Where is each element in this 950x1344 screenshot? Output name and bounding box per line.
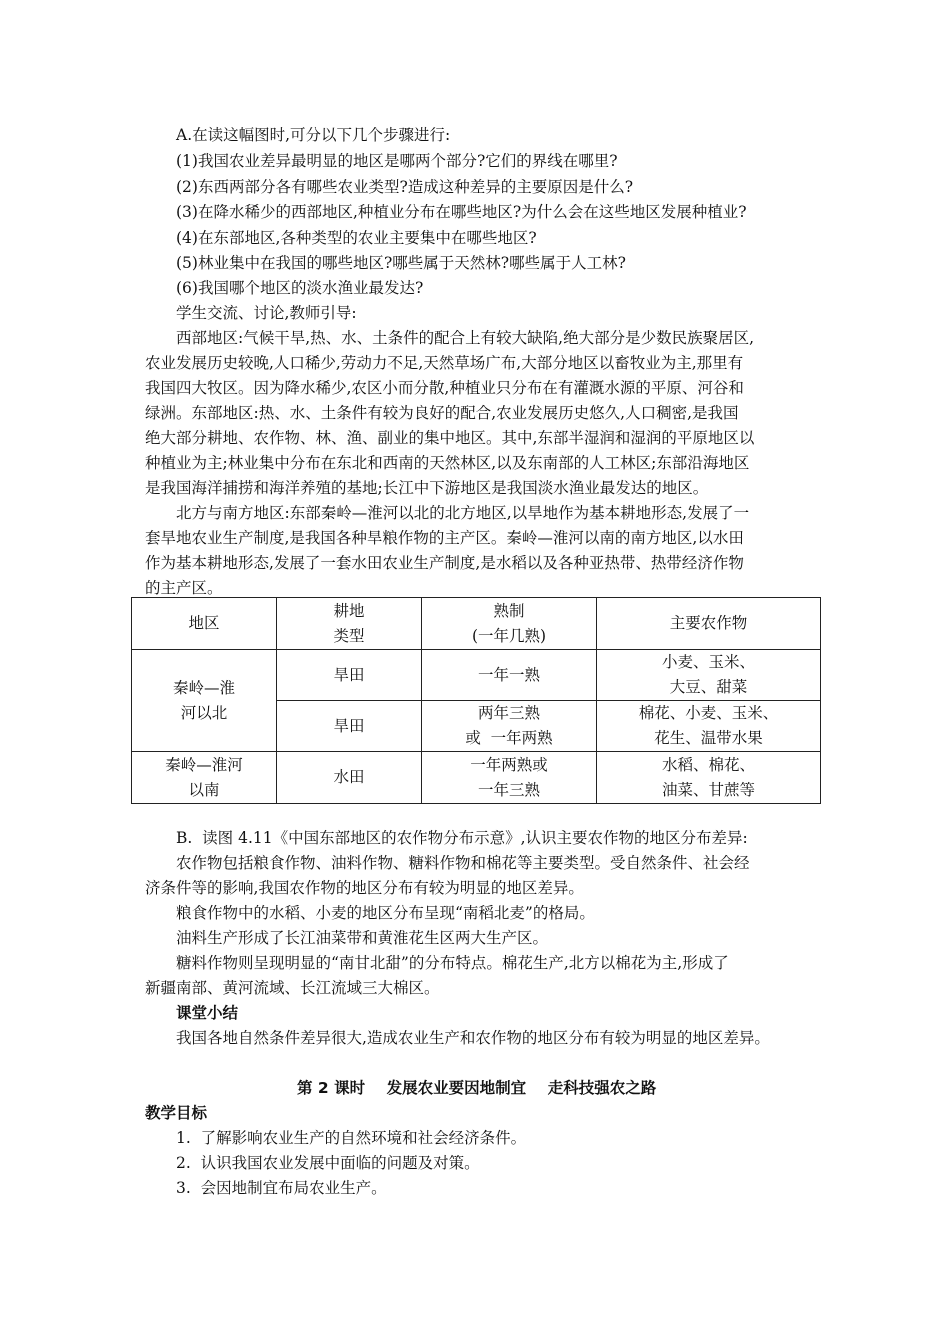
crop-system-cell: 一年一熟 [422,650,597,701]
west-east-paragraph-line: 种植业为主;林业集中分布在东北和西南的天然林区,以及东南部的人工林区;东部沿海地区 [145,454,750,472]
table-row [132,752,821,804]
north-south-paragraph-line: 的主产区。 [145,579,223,597]
crop-system-cell: 一年两熟或 一年三熟 [422,752,597,804]
table-header-row [132,598,821,650]
header-cell-region: 地区 [132,598,277,650]
region-cell-north: 秦岭—淮 河以北 [132,650,277,752]
north-south-paragraph-line: 套旱地农业生产制度,是我国各种旱粮作物的主产区。秦岭—淮河以南的南方地区,以水田 [145,529,744,547]
question-5: (5)林业集中在我国的哪些地区?哪些属于天然林?哪些属于人工林? [176,254,626,272]
question-2: (2)东西两部分各有哪些农业类型?造成这种差异的主要原因是什么? [176,178,634,196]
summary-text: 我国各地自然条件差异很大,造成农业生产和农作物的地区分布有较为明显的地区差异。 [176,1029,770,1047]
crop-system-cell: 两年三熟 或 一年两熟 [422,701,597,752]
step-b-paragraph-line: 糖料作物则呈现明显的“南甘北甜”的分布特点。棉花生产,北方以棉花为主,形成了 [176,954,729,972]
north-south-paragraph-line: 作为基本耕地形态,发展了一套水田农业生产制度,是水稻以及各种亚热带、热带经济作物 [145,554,744,572]
header-cell-land-type: 耕地 类型 [277,598,422,650]
step-a-intro: A.在读这幅图时,可分以下几个步骤进行: [176,126,451,144]
table-row [132,650,821,701]
land-type-cell: 旱田 [277,650,422,701]
question-6: (6)我国哪个地区的淡水渔业最发达? [176,279,424,297]
goal-item: 2. 认识我国农业发展中面临的问题及对策。 [176,1154,480,1172]
step-b-paragraph-line: 农作物包括粮食作物、油料作物、糖料作物和棉花等主要类型。受自然条件、社会经 [176,854,750,872]
land-type-cell: 水田 [277,752,422,804]
west-east-paragraph-line: 西部地区:气候干旱,热、水、土条件的配合上有较大缺陷,绝大部分是少数民族聚居区, [176,329,755,347]
west-east-paragraph-line: 绝大部分耕地、农作物、林、渔、副业的集中地区。其中,东部半湿润和湿润的平原地区以 [145,429,755,447]
step-b-paragraph-line: 新疆南部、黄河流域、长江流域三大棉区。 [145,979,440,997]
step-b-paragraph-line: 济条件等的影响,我国农作物的地区分布有较为明显的地区差异。 [145,879,584,897]
question-3: (3)在降水稀少的西部地区,种植业分布在哪些地区?为什么会在这些地区发展种植业? [176,203,747,221]
question-1: (1)我国农业差异最明显的地区是哪两个部分?它们的界线在哪里? [176,152,618,170]
main-crops-cell: 水稻、棉花、 油菜、甘蔗等 [597,752,821,804]
north-south-paragraph-line: 北方与南方地区:东部秦岭—淮河以北的北方地区,以旱地作为基本耕地形态,发展了一 [176,504,750,522]
summary-heading: 课堂小结 [176,1004,239,1022]
west-east-paragraph-line: 农业发展历史较晚,人口稀少,劳动力不足,天然草场广布,大部分地区以畜牧业为主,那里有 [145,354,744,372]
farming-regions-table [131,597,821,804]
main-crops-cell: 棉花、小麦、玉米、 花生、温带水果 [597,701,821,752]
step-b-paragraph-line: 油料生产形成了长江油菜带和黄淮花生区两大生产区。 [176,929,549,947]
land-type-cell: 旱田 [277,701,422,752]
main-crops-cell: 小麦、玉米、 大豆、甜菜 [597,650,821,701]
west-east-paragraph-line: 我国四大牧区。因为降水稀少,农区小而分散,种植业只分布在有灌溉水源的平原、河谷和 [145,379,744,397]
header-cell-main-crops: 主要农作物 [597,598,821,650]
goal-item: 3. 会因地制宜布局农业生产。 [176,1179,387,1197]
step-b-paragraph-line: 粮食作物中的水稻、小麦的地区分布呈现“南稻北麦”的格局。 [176,904,595,922]
lesson-2-title: 第 2 课时 发展农业要因地制宜 走科技强农之路 [297,1079,657,1097]
west-east-paragraph-line: 是我国海洋捕捞和海洋养殖的基地;长江中下游地区是我国淡水渔业最发达的地区。 [145,479,709,497]
region-cell-south: 秦岭—淮河 以南 [132,752,277,804]
goal-item: 1. 了解影响农业生产的自然环境和社会经济条件。 [176,1129,527,1147]
west-east-paragraph-line: 绿洲。东部地区:热、水、土条件有较为良好的配合,农业发展历史悠久,人口稠密,是我国 [145,404,739,422]
step-b-intro: B. 读图 4.11《中国东部地区的农作物分布示意》,认识主要农作物的地区分布差异: [176,829,748,847]
header-cell-crop-system: 熟制 (一年几熟) [422,598,597,650]
question-4: (4)在东部地区,各种类型的农业主要集中在哪些地区? [176,229,537,247]
goals-heading: 教学目标 [145,1104,208,1122]
discussion-line: 学生交流、讨论,教师引导: [176,304,357,322]
